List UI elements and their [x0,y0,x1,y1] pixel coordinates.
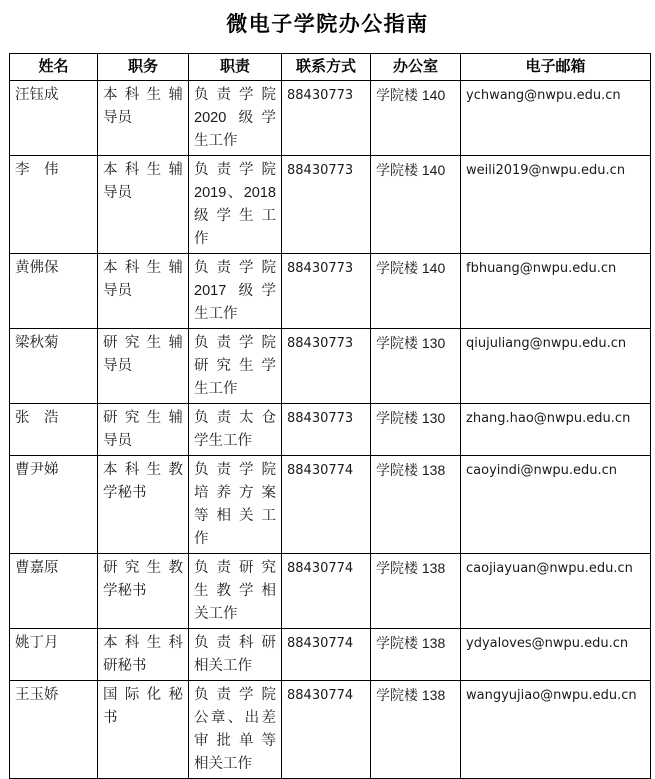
table-row [10,329,651,404]
staff-duty: 负责太仓 学生工作 [189,404,282,456]
staff-email: fbhuang@nwpu.edu.cn [461,254,651,329]
staff-email: wangyujiao@nwpu.edu.cn [461,681,651,779]
staff-name: 张 浩 [10,404,98,456]
staff-position: 研究生教 学秘书 [98,554,189,629]
staff-email: qiujuliang@nwpu.edu.cn [461,329,651,404]
table-row [10,404,651,456]
staff-position: 研究生辅 导员 [98,404,189,456]
table-row [10,81,651,156]
staff-email: caojiayuan@nwpu.edu.cn [461,554,651,629]
header-position: 职务 [98,54,189,81]
header-duty: 职责 [189,54,282,81]
staff-name: 王玉娇 [10,681,98,779]
staff-office: 学院楼 138 [371,681,461,779]
staff-office: 学院楼 140 [371,81,461,156]
staff-duty: 负责学院 2019、2018 级学生工 作 [189,156,282,254]
staff-office: 学院楼 140 [371,156,461,254]
staff-phone: 88430774 [282,554,371,629]
staff-email: caoyindi@nwpu.edu.cn [461,456,651,554]
table-row [10,456,651,554]
staff-position: 研究生辅 导员 [98,329,189,404]
staff-name: 梁秋菊 [10,329,98,404]
staff-duty: 负责研究 生教学相 关工作 [189,554,282,629]
staff-email: weili2019@nwpu.edu.cn [461,156,651,254]
staff-duty: 负责科研 相关工作 [189,629,282,681]
staff-phone: 88430774 [282,629,371,681]
staff-office: 学院楼 130 [371,404,461,456]
page-title: 微电子学院办公指南 [226,12,429,36]
table-row [10,554,651,629]
staff-phone: 88430773 [282,156,371,254]
table-row [10,254,651,329]
staff-name: 姚丁月 [10,629,98,681]
staff-office: 学院楼 138 [371,554,461,629]
staff-name: 李 伟 [10,156,98,254]
staff-duty: 负责学院 2017 级学 生工作 [189,254,282,329]
table-row [10,629,651,681]
table-row [10,156,651,254]
staff-office: 学院楼 140 [371,254,461,329]
staff-position: 国际化秘 书 [98,681,189,779]
staff-duty: 负责学院 2020 级学 生工作 [189,81,282,156]
staff-duty: 负责学院 培养方案 等相关工 作 [189,456,282,554]
staff-position: 本科生科 研秘书 [98,629,189,681]
staff-position: 本科生辅 导员 [98,81,189,156]
staff-email: ydyaloves@nwpu.edu.cn [461,629,651,681]
staff-office: 学院楼 138 [371,456,461,554]
staff-name: 汪钰成 [10,81,98,156]
staff-phone: 88430773 [282,329,371,404]
office-guide-table [9,53,651,779]
staff-phone: 88430774 [282,456,371,554]
staff-name: 曹嘉原 [10,554,98,629]
staff-email: zhang.hao@nwpu.edu.cn [461,404,651,456]
header-name: 姓名 [10,54,98,81]
staff-phone: 88430774 [282,681,371,779]
staff-position: 本科生辅 导员 [98,254,189,329]
staff-phone: 88430773 [282,404,371,456]
staff-phone: 88430773 [282,254,371,329]
staff-duty: 负责学院 公章、出差 审批单等 相关工作 [189,681,282,779]
staff-phone: 88430773 [282,81,371,156]
header-contact: 联系方式 [282,54,371,81]
staff-position: 本科生辅 导员 [98,156,189,254]
staff-duty: 负责学院 研究生学 生工作 [189,329,282,404]
staff-name: 曹尹娣 [10,456,98,554]
staff-office: 学院楼 138 [371,629,461,681]
staff-office: 学院楼 130 [371,329,461,404]
staff-position: 本科生教 学秘书 [98,456,189,554]
header-office: 办公室 [371,54,461,81]
header-email: 电子邮箱 [461,54,651,81]
table-header-row [10,54,651,81]
table-row [10,681,651,779]
staff-email: ychwang@nwpu.edu.cn [461,81,651,156]
staff-name: 黄佛保 [10,254,98,329]
table-body [10,81,651,779]
